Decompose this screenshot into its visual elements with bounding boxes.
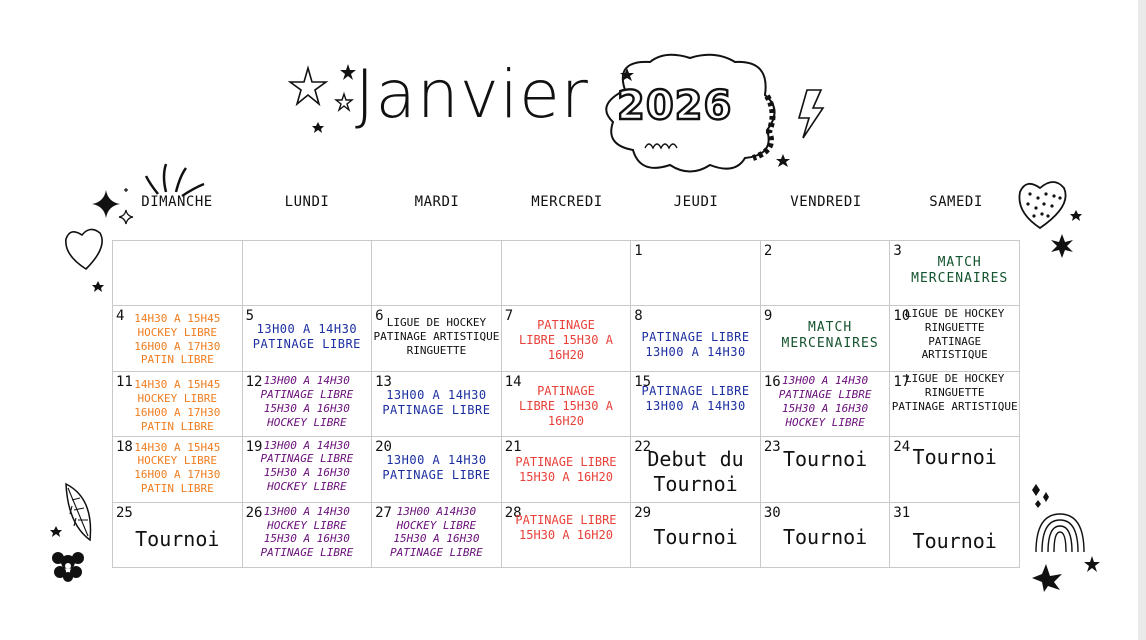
- calendar-day-cell[interactable]: [631, 372, 761, 436]
- rainbow-icon: [1026, 478, 1136, 593]
- day-event-text: Debut du Tournoi: [647, 446, 744, 496]
- day-number: 24: [893, 438, 911, 455]
- calendar-day-cell[interactable]: [631, 502, 761, 567]
- day-number: 29: [634, 504, 652, 521]
- day-number: 28: [504, 504, 522, 521]
- calendar-day-cell[interactable]: [760, 241, 890, 306]
- calendar-day-cell[interactable]: [760, 306, 890, 372]
- day-number: 12: [245, 374, 263, 391]
- calendar-day-cell[interactable]: [501, 502, 631, 567]
- day-number: 1: [634, 243, 643, 259]
- day-header-friday: VENDREDI: [790, 194, 862, 210]
- day-number: 10: [893, 308, 911, 325]
- calendar-day-cell[interactable]: [501, 241, 631, 306]
- calendar-day-cell[interactable]: [890, 502, 1020, 567]
- calendar-day-cell[interactable]: [890, 436, 1020, 502]
- calendar-week-row: [113, 306, 1020, 372]
- day-event-text: PATINAGE LIBRE 15H30 A 16H20: [519, 318, 613, 363]
- calendar-day-cell[interactable]: [890, 241, 1020, 306]
- day-number: 20: [375, 438, 392, 455]
- calendar-day-cell[interactable]: [113, 306, 243, 372]
- day-number: 6: [375, 308, 384, 325]
- calendar-day-cell[interactable]: [242, 306, 372, 372]
- calendar-grid: [112, 240, 1020, 568]
- calendar-day-cell[interactable]: [372, 241, 502, 306]
- day-number: 5: [245, 308, 254, 325]
- lightning-icon: [795, 88, 830, 153]
- year-label: 2026: [617, 83, 733, 129]
- day-header-tuesday: MARDI: [414, 194, 460, 210]
- day-event-text: Tournoi: [782, 446, 868, 471]
- day-number: 22: [634, 438, 652, 455]
- day-number: 14: [504, 374, 522, 391]
- stars-cluster-icon: [288, 60, 363, 135]
- page-edge: [1138, 0, 1146, 640]
- day-event-text: 14H30 A 15H45 HOCKEY LIBRE 16H00 A 17H30 PATIN LIBRE: [134, 312, 221, 367]
- day-event-text: 13H00 A 14H30 PATINAGE LIBRE 15H30 A 16H30 HOCKEY LIBRE: [260, 374, 354, 429]
- day-number: 25: [116, 504, 133, 521]
- day-number: 8: [634, 308, 643, 325]
- calendar-day-cell[interactable]: [113, 372, 243, 436]
- dotted-heart-icon: [1012, 176, 1092, 266]
- calendar-day-cell[interactable]: [113, 241, 243, 306]
- calendar-day-cell[interactable]: [501, 372, 631, 436]
- calendar-day-cell[interactable]: [242, 436, 372, 502]
- calendar-day-cell[interactable]: [631, 436, 761, 502]
- day-event-text: 13H00 A14H30 HOCKEY LIBRE 15H30 A 16H30 PATINAGE LIBRE: [390, 504, 483, 559]
- calendar-week-row: [113, 372, 1020, 436]
- day-number: 21: [504, 438, 522, 455]
- calendar-day-cell[interactable]: [113, 436, 243, 502]
- day-event-text: Tournoi: [653, 524, 738, 549]
- day-event-text: 13H00 A 14H30 HOCKEY LIBRE 15H30 A 16H30 PATINAGE LIBRE: [260, 504, 354, 559]
- calendar-day-cell[interactable]: [242, 241, 372, 306]
- day-number: 7: [504, 308, 514, 325]
- calendar-day-cell[interactable]: [113, 502, 243, 567]
- day-number: 30: [763, 504, 781, 521]
- calendar-day-cell[interactable]: [372, 372, 502, 436]
- day-number: 17: [893, 374, 911, 391]
- heart-icon: [60, 225, 110, 300]
- calendar-week-row: [113, 436, 1020, 502]
- star-icon: [776, 154, 790, 168]
- leaf-icon: [44, 478, 104, 588]
- day-event-text: 13H00 A 14H30 PATINAGE LIBRE 15H30 A 16H30 HOCKEY LIBRE: [260, 438, 354, 493]
- day-header-thursday: JEUDI: [673, 194, 719, 210]
- day-event-text: 13H00 A 14H30 PATINAGE LIBRE: [382, 452, 491, 482]
- day-number: 4: [116, 308, 125, 325]
- day-number: 2: [763, 243, 773, 259]
- day-event-text: PATINAGE LIBRE 15H30 A 16H20: [519, 384, 613, 429]
- day-event-text: 13H00 A 14H30 PATINAGE LIBRE 15H30 A 16H30 HOCKEY LIBRE: [778, 374, 872, 429]
- calendar-day-cell[interactable]: [501, 436, 631, 502]
- day-event-text: PATINAGE LIBRE 15H30 A 16H20: [515, 512, 617, 542]
- calendar-day-cell[interactable]: [760, 502, 890, 567]
- day-event-text: Tournoi: [782, 524, 868, 549]
- day-number: 11: [116, 374, 133, 391]
- calendar-day-cell[interactable]: [372, 436, 502, 502]
- day-number: 31: [893, 504, 911, 521]
- day-number: 13: [375, 374, 392, 391]
- calendar-day-cell[interactable]: [501, 306, 631, 372]
- day-event-text: MATCH MERCENAIRES: [911, 255, 1009, 287]
- day-event-text: PATINAGE LIBRE 13H00 A 14H30: [641, 330, 750, 360]
- day-number: 27: [375, 504, 392, 521]
- day-number: 19: [245, 438, 263, 455]
- day-event-text: 14H30 A 15H45 HOCKEY LIBRE 16H00 A 17H30 PATIN LIBRE: [134, 440, 221, 495]
- day-event-text: LIGUE DE HOCKEY PATINAGE ARTISTIQUE RINGUETTE: [373, 316, 500, 357]
- day-event-text: Tournoi: [135, 526, 220, 551]
- day-number: 3: [893, 243, 902, 259]
- day-header-wednesday: MERCREDI: [531, 194, 603, 210]
- day-event-text: LIGUE DE HOCKEY RINGUETTE PATINAGE ARTISTIQUE: [905, 307, 1005, 362]
- day-event-text: 14H30 A 15H45 HOCKEY LIBRE 16H00 A 17H30 PATIN LIBRE: [134, 378, 221, 433]
- calendar-day-cell[interactable]: [631, 306, 761, 372]
- calendar-day-cell[interactable]: [760, 372, 890, 436]
- calendar-day-cell[interactable]: [631, 241, 761, 306]
- day-event-text: Tournoi: [912, 528, 997, 553]
- day-event-text: PATINAGE LIBRE 13H00 A 14H30: [641, 384, 750, 414]
- day-header-saturday: SAMEDI: [929, 194, 983, 210]
- day-number: 16: [763, 374, 781, 391]
- calendar-day-cell[interactable]: [760, 436, 890, 502]
- day-event-text: PATINAGE LIBRE 15H30 A 16H20: [515, 454, 617, 484]
- day-event-text: 13H00 A 14H30 PATINAGE LIBRE: [382, 388, 491, 418]
- calendar-day-cell[interactable]: [242, 372, 372, 436]
- day-number: 18: [116, 438, 133, 455]
- day-number: 9: [763, 308, 773, 325]
- calendar-day-cell[interactable]: [372, 306, 502, 372]
- day-number: 15: [634, 374, 652, 391]
- day-event-text: LIGUE DE HOCKEY RINGUETTE PATINAGE ARTISTIQUE: [891, 372, 1018, 413]
- day-event-text: 13H00 A 14H30 PATINAGE LIBRE: [252, 322, 361, 352]
- calendar-week-row: [113, 241, 1020, 306]
- calendar-day-cell[interactable]: [890, 306, 1020, 372]
- day-number: 23: [763, 438, 781, 455]
- calendar-day-cell[interactable]: [242, 502, 372, 567]
- page-title: Janvier: [355, 56, 589, 133]
- day-event-text: MATCH MERCENAIRES: [781, 320, 879, 352]
- calendar-day-cell[interactable]: [372, 502, 502, 567]
- calendar-day-cell[interactable]: [890, 372, 1020, 436]
- calendar-week-row: [113, 502, 1020, 567]
- day-event-text: Tournoi: [912, 444, 997, 469]
- day-header-monday: LUNDI: [284, 194, 330, 210]
- day-header-sunday: DIMANCHE: [141, 194, 213, 210]
- day-number: 26: [245, 504, 263, 521]
